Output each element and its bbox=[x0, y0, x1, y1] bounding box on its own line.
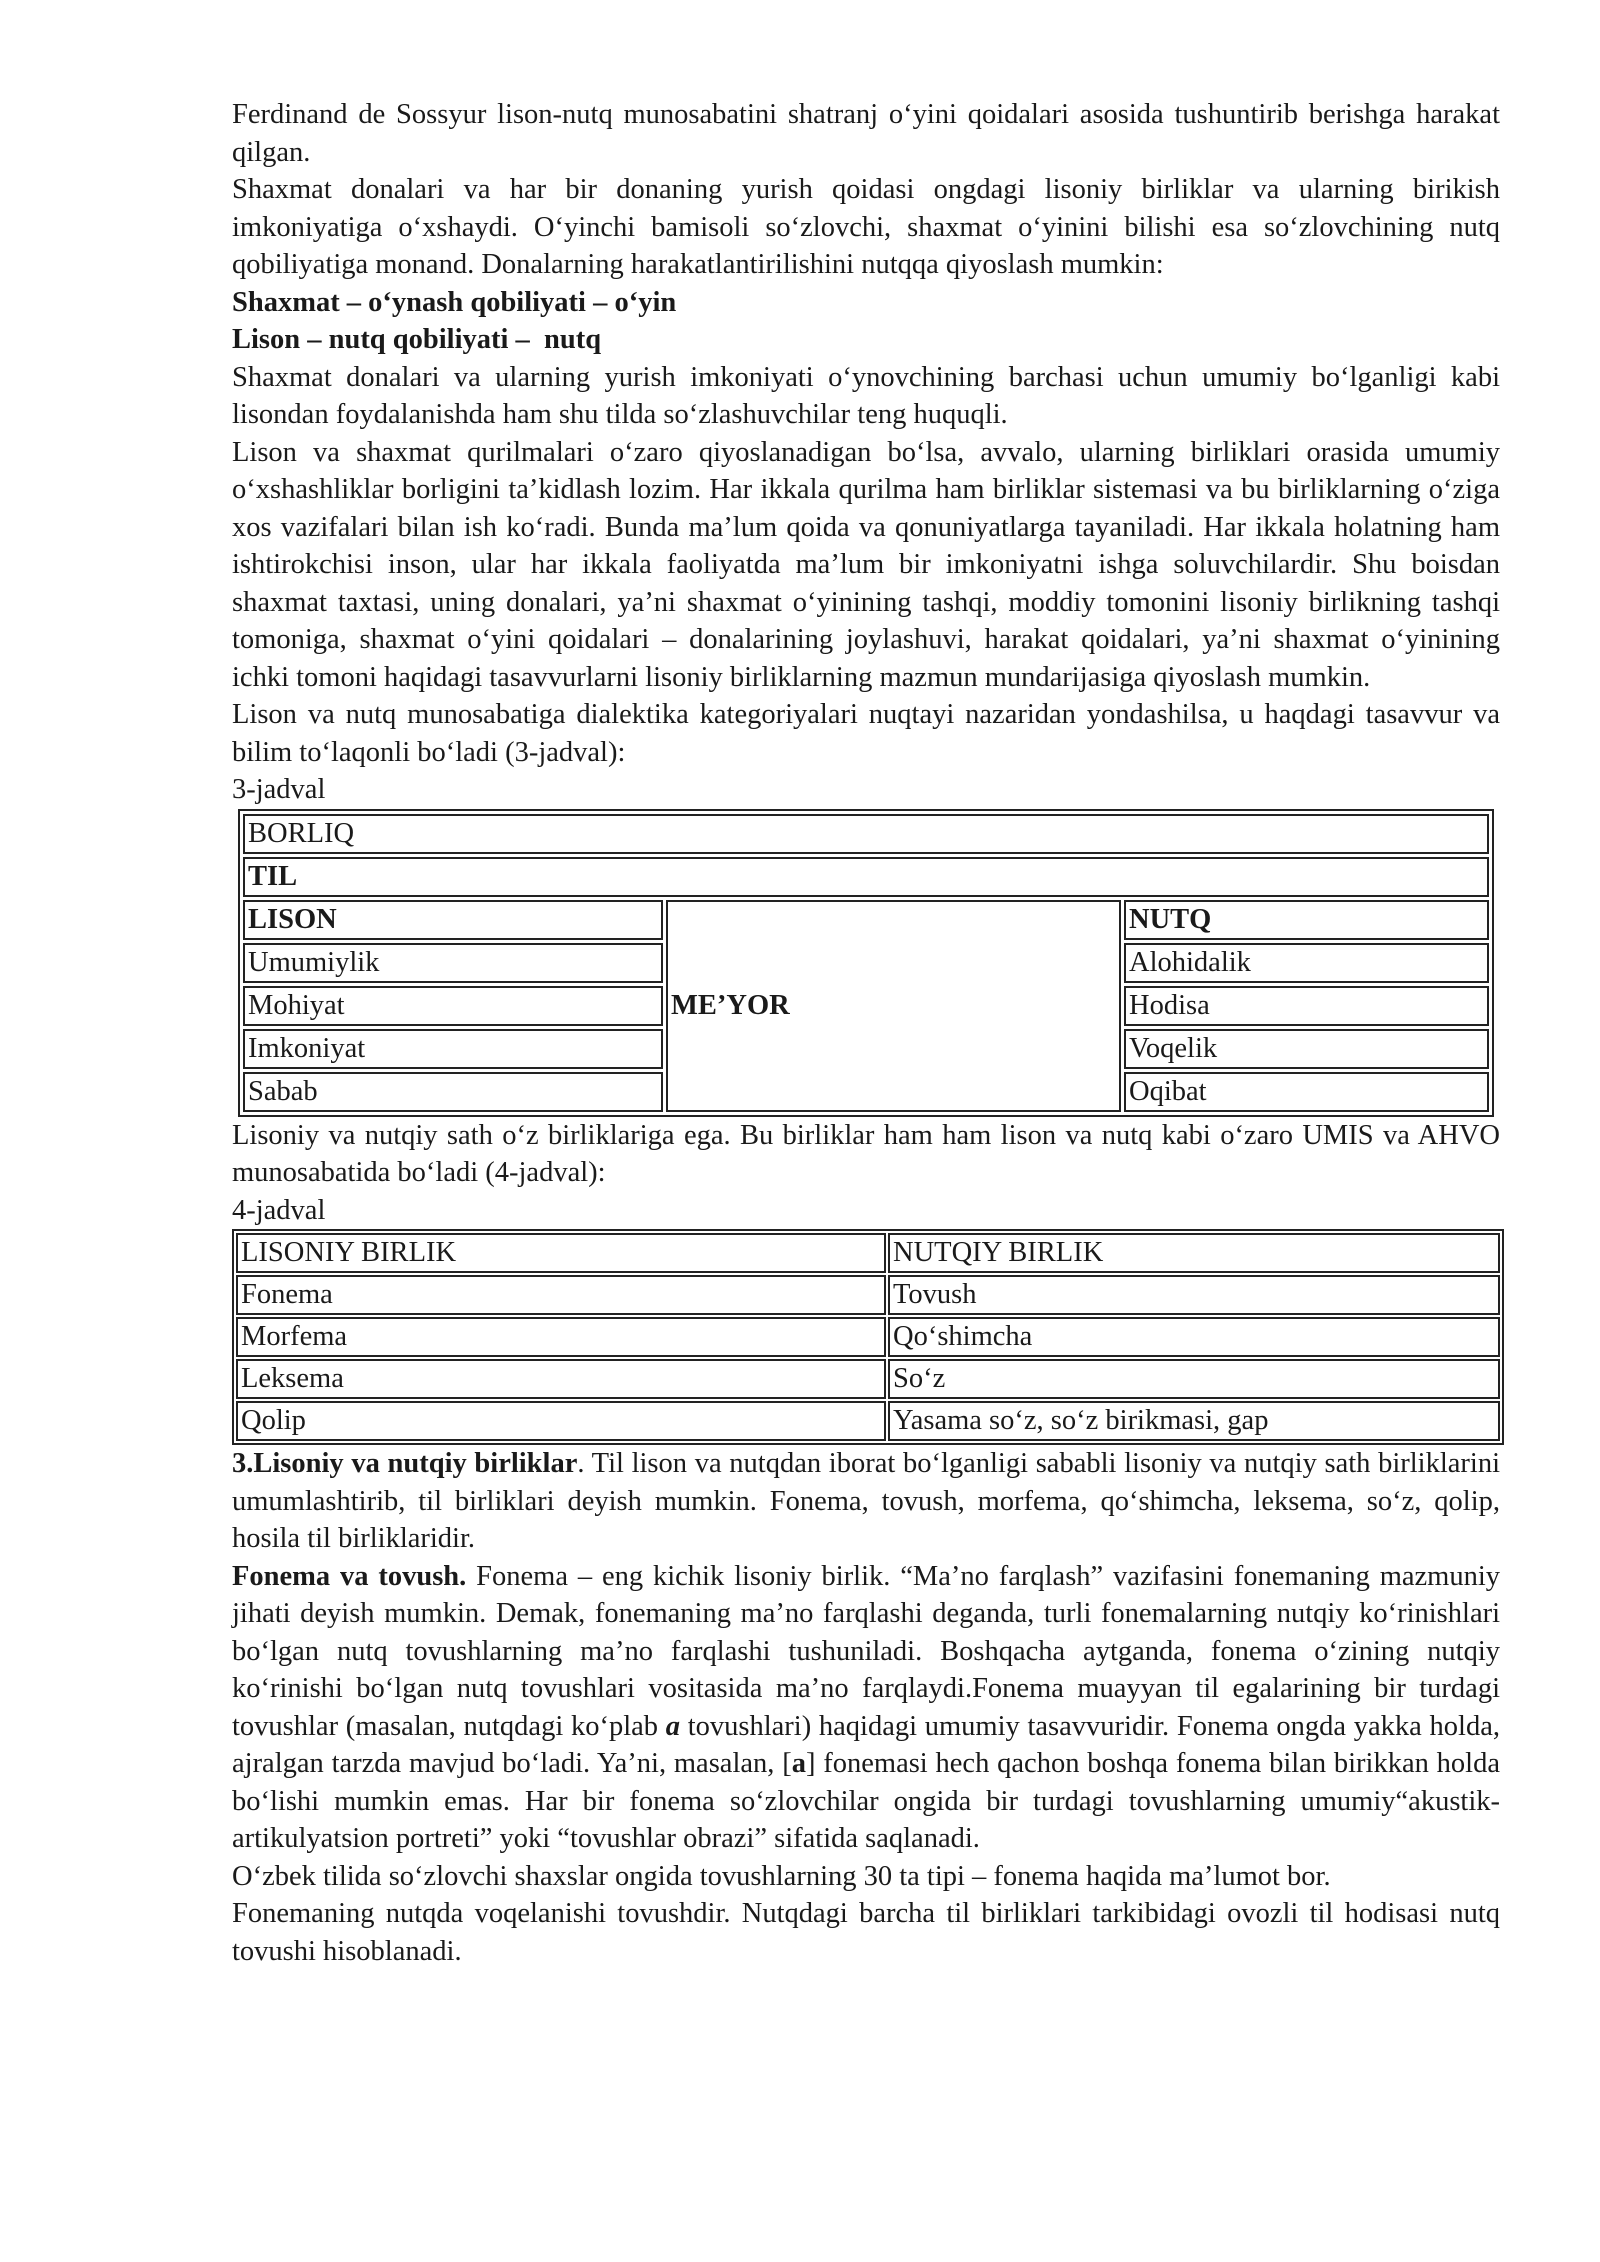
table-cell: Oqibat bbox=[1124, 1072, 1489, 1112]
fonema-text: Fonema – eng kichik lisoniy birlik. “Ma’no farqlash” vazifasini fonemaning mazmuniy jihati deyish mumkin. Demak, fonemaning ma’no farqlashi deganda, turli fonemalarning nutqiy ko‘rinishlari bo‘lgan nutq tovushlarning ma’no farqlashi tushuniladi. Boshqacha aytganda, fonema o‘zining nutqiy ko‘rinishi bo‘lgan nutq tovushlari vositasida ma’no farqlaydi.Fonema muayyan til egalarining bir turdagi tovushlar (masalan, nutqdagi ko‘plab bbox=[232, 1560, 1500, 1742]
paragraph: Lisoniy va nutqiy sath o‘z birliklariga ega. Bu birliklar ham ham lison va nutq kabi o‘zaro UMIS va AHVO munosabatida bo‘ladi (4-jadval): bbox=[232, 1119, 1500, 1188]
table-caption: 3-jadval bbox=[232, 774, 326, 805]
section-text: . Til lison va nutqdan iborat bo‘lganligi sababli lisoniy va nutqiy sath birliklarini umumlashtirib, til birliklari deyish mumkin. Fonema, tovush, morfema, qo‘shimcha, leksema, so‘z, qolip, hosila til birliklaridir. bbox=[232, 1448, 1500, 1554]
table-cell: Yasama so‘z, so‘z birikmasi, gap bbox=[888, 1401, 1500, 1441]
letter-a-bracket: a bbox=[791, 1748, 806, 1779]
table-cell: Qo‘shimcha bbox=[888, 1317, 1500, 1357]
table-cell: TIL bbox=[243, 857, 1489, 897]
paragraph: Ferdinand de Sossyur lison-nutq munosabatini shatranj o‘yini qoidalari asosida tushuntirib berishga harakat qilgan. bbox=[232, 99, 1500, 168]
fonema-title: Fonema va tovush. bbox=[232, 1560, 467, 1592]
table-cell: Morfema bbox=[236, 1317, 886, 1357]
table-cell: Alohidalik bbox=[1124, 943, 1489, 983]
paragraph: Fonemaning nutqda voqelanishi tovushdir. Nutqdagi barcha til birliklari tarkibidagi ovozli til hodisasi nutq tovushi hisoblanadi. bbox=[232, 1898, 1500, 1967]
table-cell: Qolip bbox=[236, 1401, 886, 1441]
table-cell: NUTQ bbox=[1124, 900, 1489, 940]
table-cell: Voqelik bbox=[1124, 1029, 1489, 1069]
table-cell: LISON bbox=[243, 900, 663, 940]
letter-a: a bbox=[665, 1710, 680, 1742]
table-cell: Fonema bbox=[236, 1275, 886, 1315]
table-cell: Imkoniyat bbox=[243, 1029, 663, 1069]
table-cell: BORLIQ bbox=[243, 814, 1489, 854]
section-title: 3.Lisoniy va nutqiy birliklar bbox=[232, 1448, 578, 1479]
table-cell: Tovush bbox=[888, 1275, 1500, 1315]
fonema-text: ] fonemasi hech qachon boshqa fonema bilan birikkan holda bo‘lishi mumkin emas. Har bir fonema so‘zlovchilar ongida bir turdagi tovushlarning umumiy“akustik-artikulyatsion portreti” yoki “tovushlar obrazi” sifatida saqlanadi. bbox=[232, 1748, 1500, 1854]
bold-line-lison: Lison – nutq qobiliyati – nutq bbox=[232, 324, 602, 355]
table-caption: 4-jadval bbox=[232, 1194, 326, 1226]
paragraph: Shaxmat donalari va ularning yurish imkoniyati o‘ynovchining barchasi uchun umumiy bo‘lganligi kabi lisondan foydalanishda ham shu tilda so‘zlashuvchilar teng huquqli. bbox=[232, 361, 1500, 430]
paragraph: O‘zbek tilida so‘zlovchi shaxslar ongida tovushlarning 30 ta tipi – fonema haqida ma’lumot bor. bbox=[232, 1860, 1331, 1892]
table-cell: Sabab bbox=[243, 1072, 663, 1112]
fonema-paragraph bbox=[232, 1558, 1500, 1858]
section-paragraph bbox=[232, 1445, 1500, 1558]
fonema-text: tovushlari) haqidagi umumiy tasavvuridir. Fonema ongda yakka holda, ajralgan tarzda mavjud bo‘ladi. Ya’ni, masalan, [ bbox=[232, 1710, 1500, 1779]
table-header-cell: LISONIY BIRLIK bbox=[236, 1233, 886, 1273]
document-page bbox=[232, 96, 1500, 1970]
table-header-cell: NUTQIY BIRLIK bbox=[888, 1233, 1500, 1273]
bold-line-shaxmat: Shaxmat – o‘ynash qobiliyati – o‘yin bbox=[232, 286, 677, 318]
paragraph: Lison va shaxmat qurilmalari o‘zaro qiyoslanadigan bo‘lsa, avvalo, ularning birliklari orasida umumiy o‘xshashliklar borligini ta’kidlash lozim. Har ikkala qurilma ham birliklar sistemasi va bu birliklarning o‘ziga xos vazifalari bilan ish ko‘radi. Bunda ma’lum qoida va qonuniyatlarga tayaniladi. Har ikkala holatning ham ishtirokchisi inson, ular har ikkala faoliyatda ma’lum bir imkoniyatni ishga soluvchilardir. Shu boisdan shaxmat taxtasi, uning donalari, ya’ni shaxmat o‘yinining tashqi, moddiy tomonini lisoniy birlikning tashqi tomoniga, shaxmat o‘yini qoidalari – donalarining joylashuvi, harakat qoidalari, ya’ni shaxmat o‘yinining ichki tomoni haqidagi tasavvurlarni lisoniy birliklarning mazmun mundarijasiga qiyoslash mumkin. bbox=[232, 436, 1500, 693]
table-3 bbox=[238, 809, 1494, 1117]
table-cell: Umumiylik bbox=[243, 943, 663, 983]
table-cell: Leksema bbox=[236, 1359, 886, 1399]
table-cell-meyor: ME’YOR bbox=[666, 900, 1121, 1112]
table-cell: Hodisa bbox=[1124, 986, 1489, 1026]
table-4 bbox=[232, 1229, 1504, 1445]
table-cell: So‘z bbox=[888, 1359, 1500, 1399]
table-cell: Mohiyat bbox=[243, 986, 663, 1026]
paragraph: Shaxmat donalari va har bir donaning yurish qoidasi ongdagi lisoniy birliklar va ularning birikish imkoniyatiga o‘xshaydi. O‘yinchi bamisoli so‘zlovchi, shaxmat o‘yinini bilishi esa so‘zlovchining nutq qobiliyatiga monand. Donalarning harakatlantirilishini nutqqa qiyoslash mumkin: bbox=[232, 174, 1500, 280]
paragraph: Lison va nutq munosabatiga dialektika kategoriyalari nuqtayi nazaridan yondashilsa, u haqdagi tasavvur va bilim to‘laqonli bo‘ladi (3-jadval): bbox=[232, 699, 1500, 768]
